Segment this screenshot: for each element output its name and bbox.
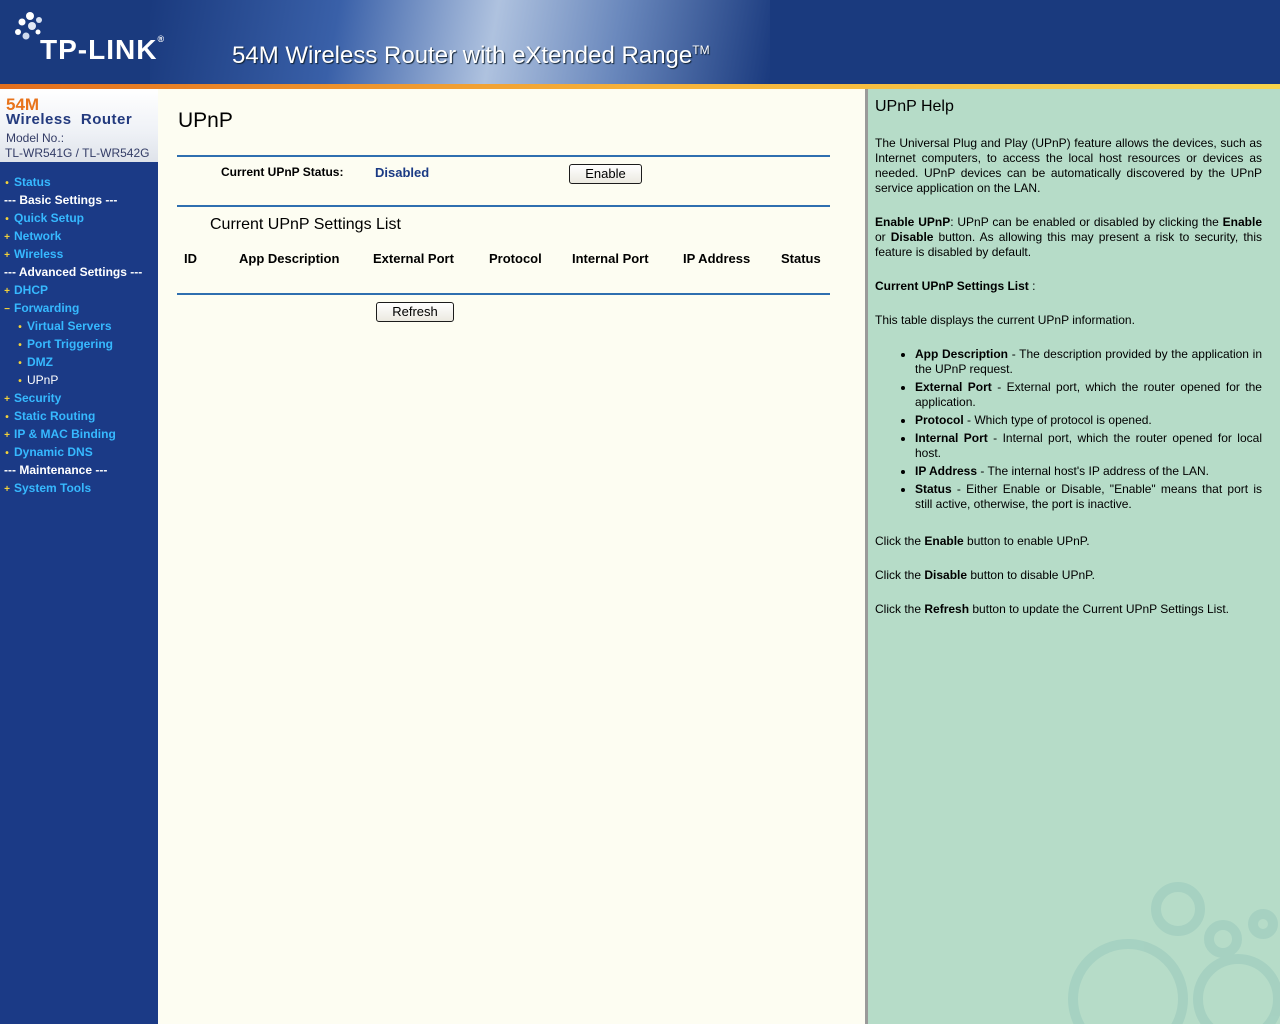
bullet-icon: •: [5, 214, 9, 225]
sidebar-header-advanced-settings: --- Advanced Settings ---: [4, 265, 143, 279]
bullet-icon: •: [5, 448, 9, 459]
sidebar-item-forwarding[interactable]: − Forwarding: [0, 299, 79, 317]
sidebar-item-network[interactable]: + Network: [0, 227, 61, 245]
plus-expand-icon[interactable]: +: [4, 430, 10, 441]
list-item: • Protocol - Which type of protocol is opened.: [915, 413, 1262, 428]
enable-button[interactable]: Enable: [569, 164, 642, 184]
bullet-icon: •: [18, 376, 22, 387]
help-enable-upnp: Enable UPnP: UPnP can be enabled or disabled by clicking the Enable or Disable button. As allowing this may present a risk to security, this feature is disabled by default.: [875, 215, 1262, 259]
sidebar-item-wireless[interactable]: + Wireless: [0, 245, 63, 263]
help-table-info: This table displays the current UPnP information.: [875, 313, 1135, 327]
bullet-icon: •: [5, 178, 9, 189]
column-header-app-description: App Description: [239, 251, 340, 266]
list-item: • App Description - The description provided by the application in the UPnP request.: [915, 347, 1262, 377]
sidebar-item-dynamic-dns[interactable]: • Dynamic DNS: [0, 443, 93, 461]
divider: [177, 293, 830, 295]
settings-list-title: Current UPnP Settings List: [210, 216, 401, 233]
sidebar-item-status[interactable]: • Status: [0, 173, 51, 191]
sidebar-item-virtual-servers[interactable]: • Virtual Servers: [0, 317, 112, 335]
list-item: • External Port - External port, which the router opened for the application.: [915, 380, 1262, 410]
main-content: [158, 89, 865, 1024]
refresh-button[interactable]: Refresh: [376, 302, 454, 322]
sidebar-item-dmz[interactable]: • DMZ: [0, 353, 53, 371]
column-header-id: ID: [184, 251, 197, 266]
bullet-icon: •: [5, 412, 9, 423]
help-click-disable: Click the Disable button to disable UPnP.: [875, 568, 1095, 582]
plus-expand-icon[interactable]: +: [4, 250, 10, 261]
bullet-icon: •: [18, 358, 22, 369]
tp-link-logo: TP-LINK®: [40, 34, 166, 65]
column-header-protocol: Protocol: [489, 251, 542, 266]
sidebar-item-security[interactable]: + Security: [0, 389, 61, 407]
model-number: TL-WR541G / TL-WR542G: [5, 146, 150, 160]
upnp-status-value: Disabled: [375, 165, 430, 180]
plus-expand-icon[interactable]: +: [4, 232, 10, 243]
column-header-internal-port: Internal Port: [572, 251, 649, 266]
bullet-icon: •: [18, 322, 22, 333]
decorative-bubbles-icon: [1048, 869, 1280, 1024]
list-item: • IP Address - The internal host's IP address of the LAN.: [915, 464, 1262, 479]
help-click-enable: Click the Enable button to enable UPnP.: [875, 534, 1090, 548]
minus-collapse-icon[interactable]: −: [4, 304, 10, 315]
header-banner: [0, 0, 1280, 84]
help-settings-list-heading: Current UPnP Settings List :: [875, 279, 1036, 293]
plus-expand-icon[interactable]: +: [4, 484, 10, 495]
list-item: • Internal Port - Internal port, which the router opened for local host.: [915, 431, 1262, 461]
model-info-box: [0, 89, 158, 162]
help-click-refresh: Click the Refresh button to update the Current UPnP Settings List.: [875, 602, 1229, 616]
sidebar: [0, 89, 158, 1024]
sidebar-item-dhcp[interactable]: + DHCP: [0, 281, 48, 299]
page-title: UPnP: [178, 109, 233, 132]
help-panel: [865, 89, 1280, 1024]
divider: [177, 155, 830, 157]
sidebar-item-system-tools[interactable]: + System Tools: [0, 479, 91, 497]
sidebar-item-upnp[interactable]: • UPnP: [0, 371, 58, 389]
sidebar-item-ip-mac-binding[interactable]: + IP & MAC Binding: [0, 425, 116, 443]
divider: [177, 205, 830, 207]
help-title: UPnP Help: [875, 98, 954, 115]
model-name: Wireless Router: [6, 111, 133, 128]
upnp-status-label: Current UPnP Status:: [221, 165, 344, 179]
bullet-icon: •: [18, 340, 22, 351]
model-speed: 54M: [6, 95, 40, 114]
sidebar-item-static-routing[interactable]: • Static Routing: [0, 407, 95, 425]
sidebar-item-port-triggering[interactable]: • Port Triggering: [0, 335, 113, 353]
plus-expand-icon[interactable]: +: [4, 394, 10, 405]
model-number-label: Model No.:: [6, 131, 65, 145]
list-item: • Status - Either Enable or Disable, "Enable" means that port is still active, otherwise, the port is inactive.: [915, 482, 1262, 512]
sidebar-header-basic-settings: --- Basic Settings ---: [4, 193, 118, 207]
help-field-list: [875, 347, 1262, 515]
sidebar-header-maintenance: --- Maintenance ---: [4, 463, 108, 477]
help-intro: The Universal Plug and Play (UPnP) feature allows the devices, such as Internet computers, to access the local host resources or devices as needed. UPnP devices can be automatically discovered by the UPnP service application on the LAN.: [875, 136, 1262, 195]
column-header-status: Status: [781, 251, 821, 266]
header-tagline: 54M Wireless Router with eXtended Range™: [232, 42, 710, 69]
plus-expand-icon[interactable]: +: [4, 286, 10, 297]
column-header-ip-address: IP Address: [683, 251, 751, 266]
sidebar-item-quick-setup[interactable]: • Quick Setup: [0, 209, 84, 227]
column-header-external-port: External Port: [373, 251, 454, 266]
